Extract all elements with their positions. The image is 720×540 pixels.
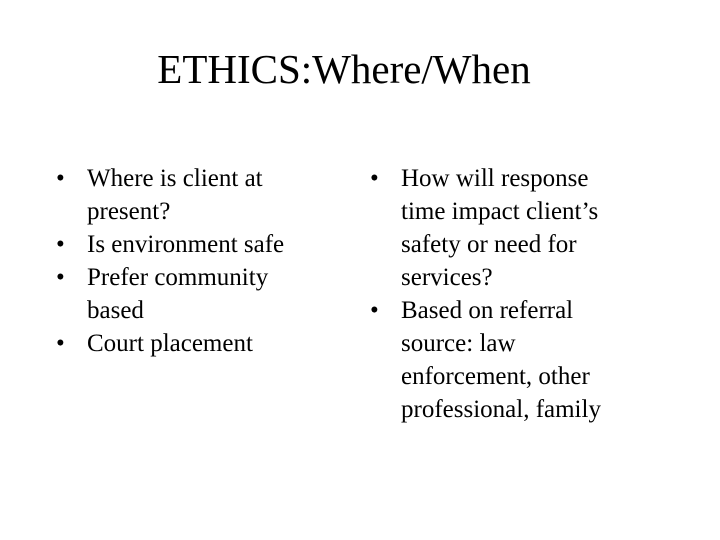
bullet-text-line: safety or need for (401, 231, 577, 258)
bullet-glyph: • (370, 165, 379, 192)
bullet-text-line: How will response (401, 165, 589, 192)
list-item (370, 162, 650, 294)
bullet-glyph: • (56, 330, 65, 357)
bullet-text-line: present? (87, 198, 171, 225)
bullet-text-line: time impact client’s (401, 198, 599, 225)
bullet-text-line: professional, family (401, 396, 601, 423)
bullet-text-line: services? (401, 264, 493, 291)
list-item (56, 261, 326, 327)
bullet-text-line: Court placement (87, 330, 253, 357)
bullet-text-line: based (87, 297, 144, 324)
bullet-text-line: Prefer community (87, 264, 269, 291)
bullet-text-line: Based on referral (401, 297, 574, 324)
bullet-glyph: • (370, 297, 379, 324)
list-item (370, 294, 650, 426)
slide-title: ETHICS:Where/When (157, 46, 531, 92)
right-bullet-list (370, 162, 650, 426)
list-item (56, 162, 326, 228)
bullet-glyph: • (56, 264, 65, 291)
bullet-glyph: • (56, 165, 65, 192)
bullet-text-line: Where is client at (87, 165, 263, 192)
bullet-text-line: Is environment safe (87, 231, 285, 258)
list-item (56, 228, 326, 261)
bullet-text-line: enforcement, other (401, 363, 590, 390)
bullet-text-line: source: law (401, 330, 516, 357)
list-item (56, 327, 326, 360)
bullet-glyph: • (56, 231, 65, 258)
left-bullet-list (56, 162, 326, 360)
